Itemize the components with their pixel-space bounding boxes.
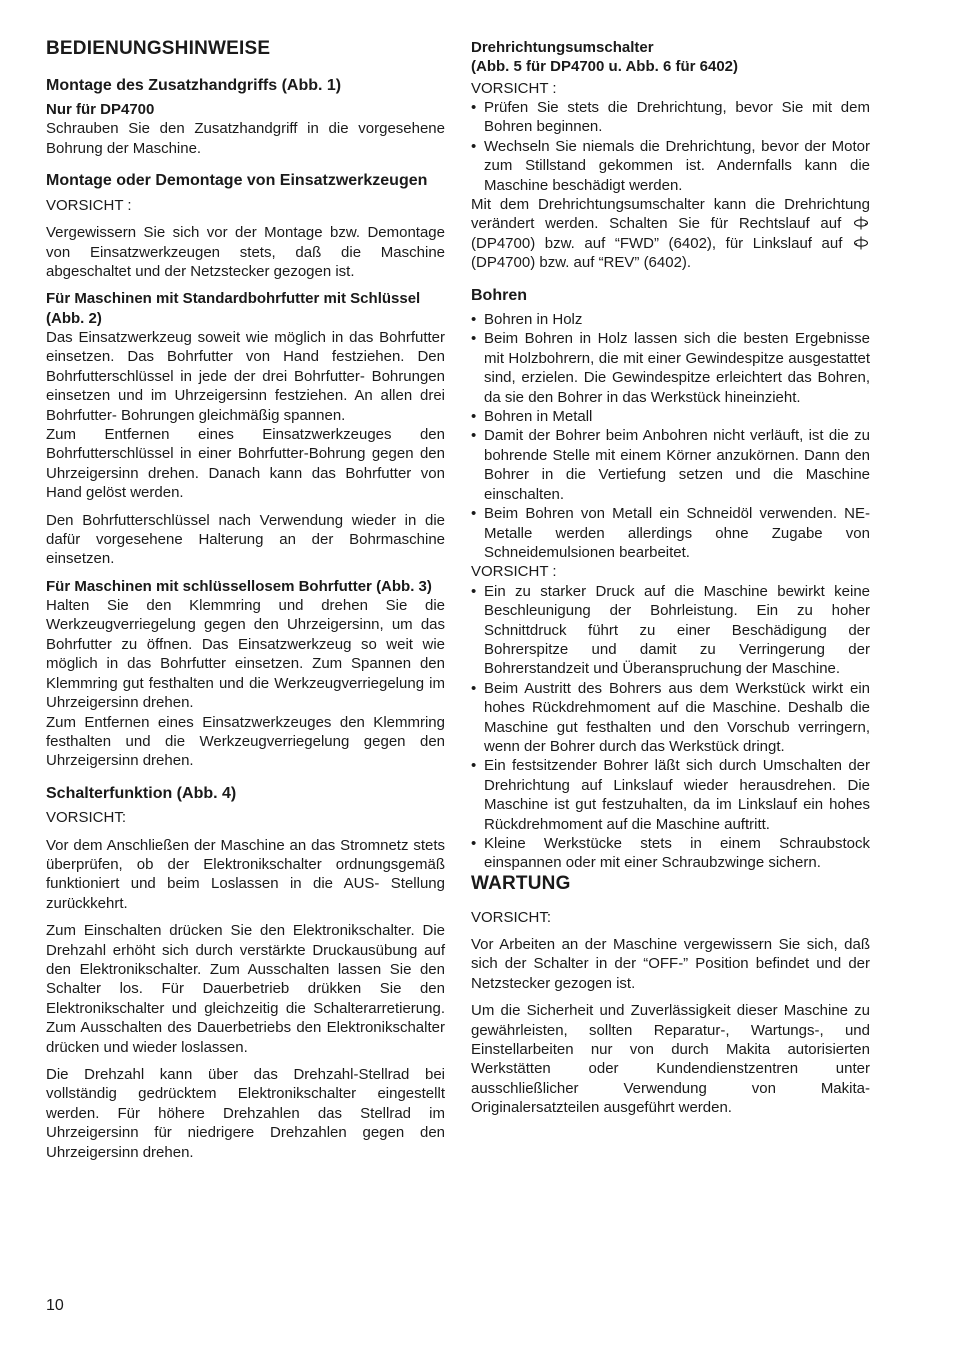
- rotation-reverse-icon: [852, 235, 870, 251]
- section-title-maintenance: WARTUNG: [471, 872, 571, 894]
- caution-label: VORSICHT:: [46, 809, 127, 827]
- heading-drilling: Bohren: [471, 286, 527, 304]
- list-item: • Ein festsitzender Bohrer läßt sich durch Umschalten der Drehrichtung auf Linkslauf wieder herausdrehen. Die Maschine ist gut festzuhalten, da im Linkslauf ein hohes Rückdrehmoment auf die Maschine auftritt.: [471, 756, 870, 834]
- list-item: • Wechseln Sie niemals die Drehrichtung, bevor der Motor zum Stillstand gekommen ist. Andernfalls kann die Maschine beschädigt werden.: [471, 137, 870, 195]
- drilling-caution-list: [471, 582, 870, 873]
- reversing-text-part: (DP4700) bzw. auf “FWD” (6402), für Linkslauf auf: [471, 234, 852, 252]
- list-item: • Ein zu starker Druck auf die Maschine bewirkt keine Beschleunigung der Bohrleistung. Ein zu hoher Schnittdruck führt zu einer Beschädigung der Bohrerspitze und damit zu Verringerung der Bohrerstandzeit und Überanspruchung der Maschine.: [471, 582, 870, 679]
- maintenance-text-1: Vor Arbeiten an der Maschine vergewissern Sie sich, daß sich der Schalter in der “OFF-” Position befindet und der Netzstecker gezogen ist.: [471, 936, 870, 992]
- maintenance-text-2: Um die Sicherheit und Zuverlässigkeit dieser Maschine zu gewährleisten, sollten Reparatur-, Wartungs-, und Einstellarbeiten nur von durch Makita autorisierten Werkstätten oder Kundendienstzentren unter ausschließlicher Verwendung von Makita-Originalersatzteilen ausgeführt werden.: [471, 1002, 870, 1117]
- keyed-chuck-text-3: Den Bohrfutterschlüssel nach Verwendung wieder in die dafür vorgesehene Halterung an der Bohrmaschine einsetzen.: [46, 511, 445, 568]
- right-column: [471, 38, 870, 1118]
- switch-text-3: Die Drehzahl kann über das Drehzahl-Stellrad bei vollständig gedrücktem Elektronikschalter eingestellt werden. Für höhere Drehzahlen das Stellrad im Uhrzeigersinn für niedrigere Drehzahlen gegen den Uhrzeigersinn drehen.: [46, 1066, 445, 1161]
- switch-text-1: Vor dem Anschließen der Maschine an das Stromnetz stets überprüfen, ob der Elektronikschalter ordnungsgemäß funktioniert und beim Loslassen in die AUS- Stellung zurückkehrt.: [46, 836, 445, 912]
- list-item: • Beim Bohren in Holz lassen sich die besten Ergebnisse mit Holzbohrern, die mit einer Gewindespitze ausgestattet sind, erzielen. Die Gewindespitze erleichtert das Bohren, da sie den Bohrer in das Werkstück hineinzieht.: [471, 329, 870, 407]
- list-item: • Damit der Bohrer beim Anbohren nicht verläuft, ist die zu bohrende Stelle mit einem Körner anzukörnen. Dann den Bohrer in die Vertiefung setzen und die Maschine einschalten.: [471, 426, 870, 504]
- side-handle-text: Schrauben Sie den Zusatzhandgriff in die vorgesehene Bohrung der Maschine.: [46, 120, 445, 157]
- heading-bit-install: Montage oder Demontage von Einsatzwerkzeugen: [46, 172, 428, 190]
- caution-label: VORSICHT:: [471, 908, 552, 926]
- heading-switch-action: Schalterfunktion (Abb. 4): [46, 784, 237, 802]
- page-number: 10: [46, 1297, 64, 1314]
- switch-text-2: Zum Einschalten drücken Sie den Elektronikschalter. Die Drehzahl erhöht sich durch verstärkte Druckausübung auf den Elektronikschalter. Zum Ausschalten lassen Sie den Schalter los. Für Dauerbetrieb drükken Sie den Elektronikschalter und gleichzeitig die Schalterarretierung. Zum Ausschalten des Dauerbetriebs den Elektronikschalter drücken und wieder loslassen.: [46, 922, 445, 1056]
- heading-side-handle: Montage des Zusatzhandgriffs (Abb. 1): [46, 76, 342, 94]
- subheading-keyed-chuck: Für Maschinen mit Standardbohrfutter mit Schlüssel (Abb. 2): [46, 290, 421, 327]
- list-item: • Beim Austritt des Bohrers aus dem Werkstück wirkt ein hohes Rückdrehmoment auf die Maschine. Deshalb die Maschine gut festhalten und den Vorschub verringern, wenn der Bohrer durch das Werkstück dringt.: [471, 679, 870, 757]
- section-title-operation: BEDIENUNGSHINWEISE: [46, 38, 271, 59]
- reversing-caution-list: [471, 98, 870, 195]
- keyless-chuck-text-2: Zum Entfernen eines Einsatzwerkzeuges den Klemmring festhalten und die Werkzeugverriegelung gegen den Uhrzeigersinn drehen.: [46, 713, 445, 770]
- drilling-list: [471, 310, 870, 562]
- caution-label: VORSICHT :: [471, 563, 557, 581]
- bit-install-text: Vergewissern Sie sich vor der Montage bzw. Demontage von Einsatzwerkzeugen stets, daß die Maschine abgeschaltet und der Netzstecker gezogen ist.: [46, 224, 445, 280]
- list-item: • Beim Bohren von Metall ein Schneidöl verwenden. NE-Metalle werden allerdings ohne Zugabe von Schneidemulsionen bearbeitet.: [471, 504, 870, 562]
- caution-label: VORSICHT :: [471, 79, 557, 97]
- left-column: [46, 38, 445, 1162]
- subheading-dp4700-only: Nur für DP4700: [46, 101, 155, 119]
- caution-label: VORSICHT :: [46, 196, 132, 214]
- list-item: • Bohren in Holz: [471, 310, 870, 329]
- list-item: • Kleine Werkstücke stets in einem Schraubstock einspannen oder mit einer Schraubzwinge sichern.: [471, 834, 870, 873]
- list-item: • Prüfen Sie stets die Drehrichtung, bevor Sie mit dem Bohren beginnen.: [471, 98, 870, 137]
- reversing-text: [471, 195, 870, 273]
- keyless-chuck-text-1: Halten Sie den Klemmring und drehen Sie die Werkzeugverriegelung gegen den Uhrzeigersinn, um das Bohrfutter zu öffnen. Das Einsatzwerkzeug so weit wie möglich in das Bohrfutter einsetzen. Zum Spannen den Klemmring gut festhalten und die Werkzeugverriegelung im Uhrzeigersinn drehen.: [46, 597, 445, 712]
- heading-reversing-switch: Drehrichtungsumschalter: [471, 39, 654, 56]
- keyed-chuck-text-1: Das Einsatzwerkzeug soweit wie möglich in das Bohrfutter einsetzen. Das Bohrfutter von Hand festziehen. Den Bohrfutterschlüssel in jede der drei Bohrfutter- Bohrungen einsetzen und im Uhrzeigersinn festziehen. An allen drei Bohrfutter- Bohrungen gleichmäßig spannen.: [46, 328, 445, 424]
- list-item: • Bohren in Metall: [471, 407, 870, 426]
- keyed-chuck-text-2: Zum Entfernen eines Einsatzwerkzeuges den Bohrfutterschlüssel in einer Bohrfutter-Bohrung gegen den Uhrzeigersinn drehen. Danach kann das Bohrfutter von Hand gelöst werden.: [46, 425, 445, 502]
- subheading-keyless-chuck: Für Maschinen mit schlüssellosem Bohrfutter (Abb. 3): [46, 577, 432, 595]
- reversing-text-part: Mit dem Drehrichtungsumschalter kann die Drehrichtung verändert werden. Schalten Sie für Rechtslauf auf: [471, 196, 870, 233]
- rotation-forward-icon: [852, 215, 870, 231]
- reversing-text-part: (DP4700) bzw. auf “REV” (6402).: [471, 254, 692, 272]
- heading-reversing-switch-figures: (Abb. 5 für DP4700 u. Abb. 6 für 6402): [471, 58, 739, 76]
